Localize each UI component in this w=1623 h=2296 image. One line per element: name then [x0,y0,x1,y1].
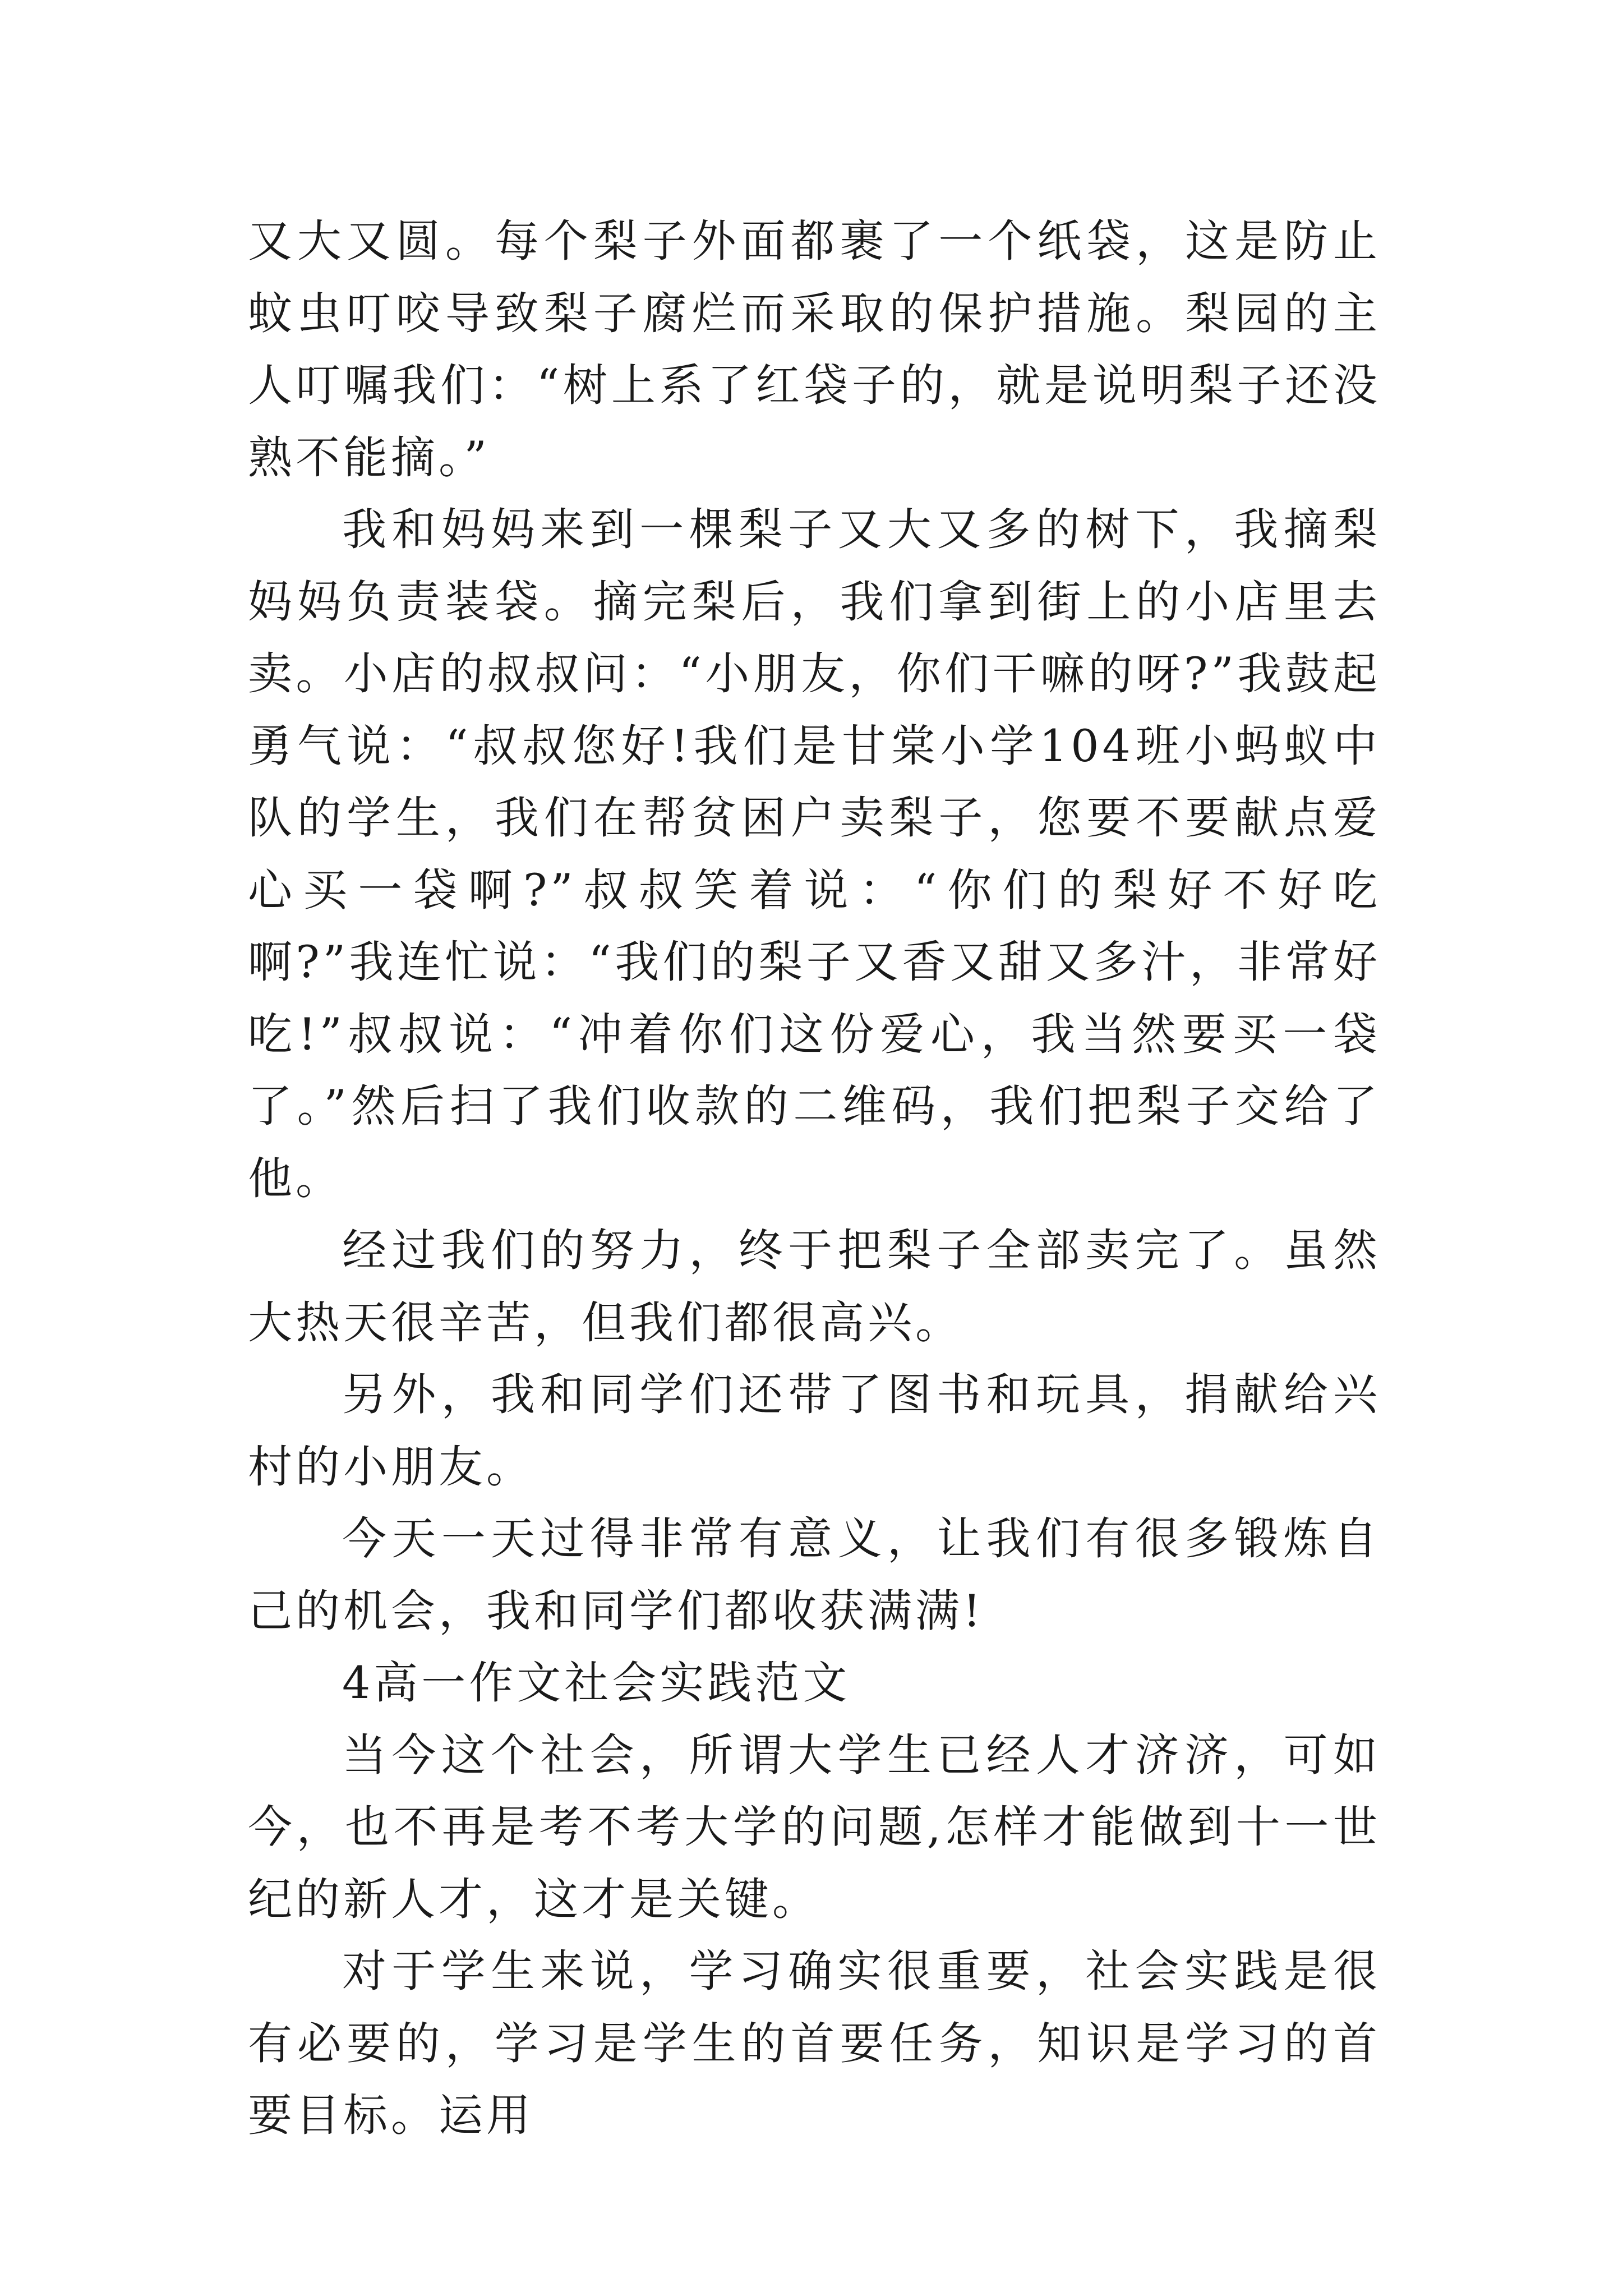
essay-body [248,205,1381,2152]
paragraph-1: 又大又圆。每个梨子外面都裹了一个纸袋，这是防止蚊虫叮咬导致梨子腐烂而采取的保护措施。梨园的主人叮嘱我们：“树上系了红袋子的，就是说明梨子还没熟不能摘。” [248,215,1381,484]
paragraph-2: 我和妈妈来到一棵梨子又大又多的树下，我摘梨妈妈负责装袋。摘完梨后，我们拿到街上的小店里去卖。小店的叔叔问：“小朋友，你们干嘛的呀?”我鼓起勇气说：“叔叔您好!我们是甘棠小学104班小蚂蚁中队的学生，我们在帮贫困户卖梨子，您要不要献点爱心买一袋啊?”叔叔笑着说：“你们的梨好不好吃啊?”我连忙说：“我们的梨子又香又甜又多汁，非常好吃!”叔叔说：“冲着你们这份爱心，我当然要买一袋了。”然后扫了我们收款的二维码，我们把梨子交给了他。 [248,504,1381,1204]
paragraph-4: 另外，我和同学们还带了图书和玩具，捐献给兴村的小朋友。 [248,1369,1381,1493]
paragraph-8: 对于学生来说，学习确实很重要，社会实践是很有必要的，学习是学生的首要任务，知识是学习的首要目标。运用 [248,1945,1381,2141]
paragraph-7: 当今这个社会，所谓大学生已经人才济济，可如今，也不再是考不考大学的问题,怎样才能做到十一世纪的新人才，这才是关键。 [248,1729,1381,1925]
paragraph-3: 经过我们的努力，终于把梨子全部卖完了。虽然大热天很辛苦，但我们都很高兴。 [248,1225,1381,1349]
section-heading: 4高一作文社会实践范文 [342,1657,851,1709]
paragraph-5: 今天一天过得非常有意义，让我们有很多锻炼自己的机会，我和同学们都收获满满! [248,1513,1381,1637]
